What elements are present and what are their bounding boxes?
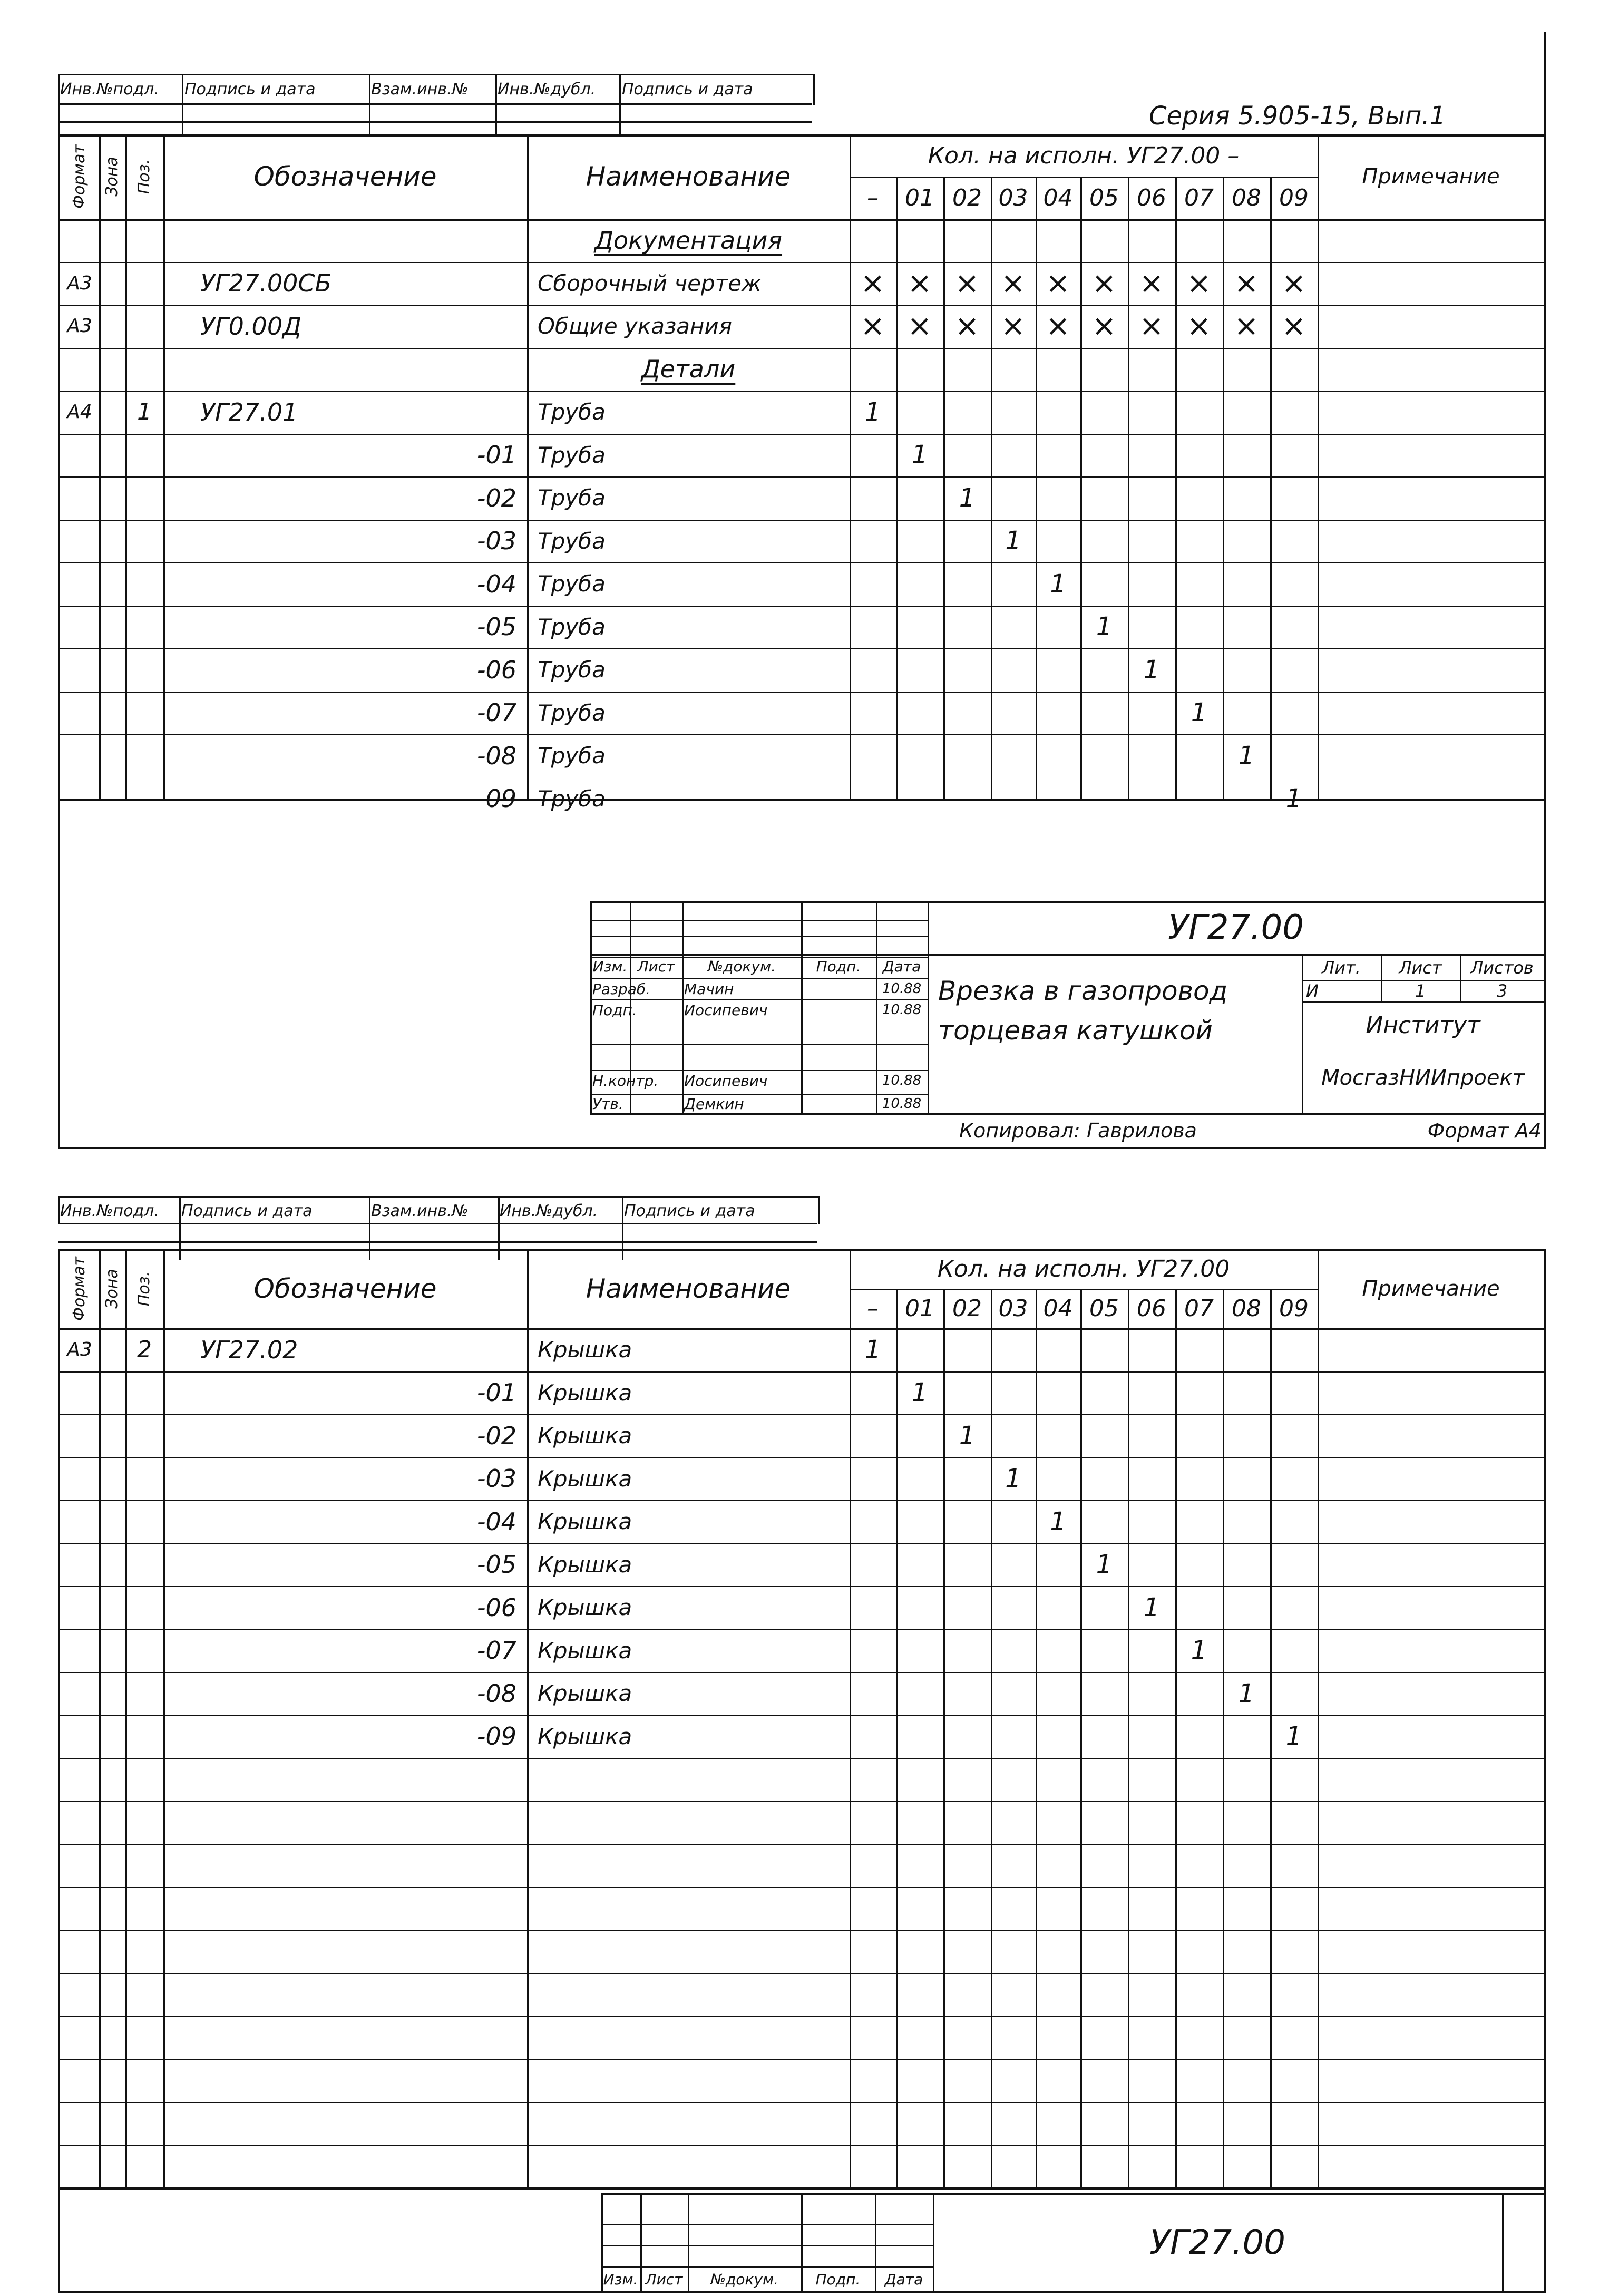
row-designation: УГ27.01 [200,397,298,426]
stamp2-col-3: Взам.инв.№ [371,1201,469,1220]
variant-header-9: 09 [1279,184,1309,211]
grid-line [99,134,101,801]
qty-mark: 1 [864,1335,881,1365]
variant-header-3: 03 [998,1295,1028,1322]
row-designation: УГ27.00СБ [200,269,332,298]
qty-mark: 1 [864,397,881,427]
row-pos: 1 [137,398,152,426]
qty-mark: 1 [1050,569,1066,599]
variant-header-0: – [867,184,879,211]
sig-role: Разраб. [592,980,651,998]
row-name: Крышка [538,1594,632,1621]
row-name: Общие указания [538,313,733,339]
row-name: Крышка [538,1423,632,1449]
row-name: Крышка [538,1379,632,1406]
variant-header-2: 02 [952,1295,982,1322]
row-designation: -08 [476,1679,516,1708]
row-name: Крышка [538,1465,632,1492]
grid-line [527,1249,529,2187]
series-header: Серия 5.905-15, Вып.1 [1149,101,1446,131]
grid-line [801,901,803,1115]
row-designation: -01 [476,1378,516,1407]
stamp2-col-5: Подпись и дата [624,1201,755,1220]
grid-line [60,2059,1544,2060]
x-mark: × [1281,266,1306,300]
grid-line [60,1758,1544,1759]
section-heading: Документация [594,226,783,255]
title-line-1: Врезка в газопровод [938,976,1228,1006]
qty-mark: 1 [911,1378,928,1408]
x-mark: × [954,266,980,300]
variant-header-4: 04 [1043,1295,1073,1322]
variant-header-1: 01 [905,184,934,211]
grid-line [60,2102,1544,2103]
row-name: Труба [538,571,606,597]
header-format: Формат [70,1257,89,1321]
header-qty-group: Кол. на исполн. УГ27.00 [937,1256,1230,1282]
x-mark: × [1281,309,1306,344]
x-mark: × [1186,266,1212,300]
row-name: Труба [538,699,606,726]
sig-header: Изм. [603,2270,638,2288]
grid-line [1175,1289,1177,2187]
row-name: Труба [538,743,606,769]
grid-line [991,1289,992,2187]
header-note: Примечание [1362,1277,1500,1301]
row-designation: -03 [476,1464,516,1493]
x-mark: × [1046,266,1070,300]
grid-line [60,2016,1544,2017]
header-zone: Зона [103,1269,121,1309]
sheets-label: Листов [1470,958,1534,978]
qty-mark: 1 [1191,698,1207,728]
row-designation: -06 [476,1593,516,1622]
sig-header: Лист [645,2270,683,2288]
grid-line [896,1289,898,2187]
x-mark: × [907,309,932,344]
header-pos: Поз. [135,1271,153,1307]
institute-line-1: Институт [1366,1011,1480,1039]
variant-header-2: 02 [952,184,982,211]
x-mark: × [954,309,980,344]
header-qty-group: Кол. на исполн. УГ27.00 – [928,142,1240,169]
qty-mark: 1 [959,1421,976,1451]
doc-number: УГ27.00 [1168,908,1304,947]
variant-header-1: 01 [905,1295,934,1322]
variant-header-4: 04 [1043,184,1073,211]
row-name: Крышка [538,1337,632,1363]
grid-line [60,1973,1544,1974]
variant-header-3: 03 [998,184,1028,211]
row-name: Крышка [538,1680,632,1707]
row-name: Труба [538,528,606,554]
grid-line [125,1249,127,2187]
header-name: Наименование [586,1273,791,1304]
stamp2-col-4: Инв.№дубл. [500,1201,598,1220]
sig-role: Подп. [592,1001,637,1019]
grid-line [1223,1289,1224,2187]
grid-line [60,1801,1544,1802]
sheet-value: 1 [1415,981,1426,1001]
sig-date: 10.88 [882,1073,922,1088]
row-format: А3 [67,1339,92,1361]
qty-mark: 1 [1143,655,1160,685]
row-name: Крышка [538,1637,632,1663]
sig-date: 10.88 [882,1096,922,1112]
qty-mark: 1 [911,440,928,470]
qty-mark: 1 [1096,1550,1113,1580]
header-note: Примечание [1362,164,1500,189]
row-name: Крышка [538,1723,632,1749]
x-mark: × [1234,266,1259,300]
row-designation: -02 [476,483,516,512]
grid-line [601,2224,933,2225]
stamp-col-4: Инв.№дубл. [498,80,596,99]
stamp2-col-1: Инв.№подл. [60,1201,159,1220]
row-name: Крышка [538,1551,632,1578]
grid-line [590,920,928,921]
sig-header: Лист [637,957,675,975]
row-designation: -08 [476,741,516,770]
grid-line [590,1044,928,1045]
header-pos: Поз. [135,159,153,194]
grid-line [1302,1001,1544,1003]
grid-line [850,1249,851,2187]
row-name: Труба [538,399,606,425]
row-designation: -04 [476,1507,516,1536]
x-mark: × [1001,309,1026,344]
grid-line [163,134,165,801]
qty-mark: 1 [1005,526,1021,556]
copied-by: Копировал: Гаврилова [959,1119,1197,1142]
doc-number-2: УГ27.00 [1149,2223,1285,2262]
row-pos: 2 [137,1336,152,1364]
sig-name: Иосипевич [684,1001,768,1019]
x-mark: × [1234,309,1259,344]
variant-header-6: 06 [1137,1295,1166,1322]
sheet-label: Лист [1399,958,1442,978]
stamp2-col-2: Подпись и дата [181,1201,313,1220]
row-format: А3 [67,315,92,337]
variant-header-6: 06 [1137,184,1166,211]
sig-name: Мачин [684,980,734,998]
variant-header-7: 07 [1184,1295,1214,1322]
row-designation: -07 [476,1636,516,1665]
row-designation: -09 [476,1722,516,1751]
grid-line [1080,1289,1082,2187]
institute-line-2: МосгазНИИпроект [1321,1066,1525,1090]
grid-line [601,2245,933,2246]
x-mark: × [1091,266,1117,300]
qty-mark: 1 [1050,1506,1066,1536]
x-mark: × [1139,309,1164,344]
sig-header: Изм. [592,957,628,975]
variant-header-5: 05 [1089,184,1119,211]
lit-value: И [1306,981,1319,1001]
header-designation: Обозначение [253,1273,437,1304]
row-designation: -04 [476,569,516,598]
x-mark: × [1186,309,1212,344]
row-name: Труба [538,657,606,683]
variant-header-8: 08 [1232,184,1261,211]
row-name: Труба [538,614,606,640]
x-mark: × [860,309,885,344]
row-designation: -09 [476,784,516,813]
sig-role: Н.контр. [592,1072,659,1089]
grid-line [60,1930,1544,1931]
variant-header-5: 05 [1089,1295,1119,1322]
x-mark: × [1091,309,1117,344]
section-heading: Детали [641,355,736,384]
grid-line [1502,2193,1504,2293]
x-mark: × [1046,309,1070,344]
qty-mark: 1 [1238,741,1255,771]
grid-line [60,2145,1544,2146]
header-name: Наименование [586,161,791,192]
sig-date: 10.88 [882,1002,922,1018]
qty-mark: 1 [1238,1678,1255,1708]
grid-line [1318,1249,1319,2187]
sig-header: Дата [884,2270,923,2288]
grid-line [163,1249,165,2187]
sheet-1 [0,0,1609,1144]
sheets-value: 3 [1496,981,1508,1001]
x-mark: × [1139,266,1164,300]
row-designation: -01 [476,441,516,470]
row-designation: УГ0.00Д [200,312,302,340]
header-format: Формат [70,144,89,209]
row-name: Труба [538,442,606,468]
variant-header-8: 08 [1232,1295,1261,1322]
lit-label: Лит. [1322,958,1361,978]
qty-mark: 1 [959,483,976,513]
format-label: Формат А4 [1427,1119,1542,1142]
x-mark: × [860,266,885,300]
row-designation: -05 [476,612,516,641]
grid-line [850,134,851,801]
sig-date: 10.88 [882,981,922,997]
stamp-col-1: Инв.№подл. [60,80,159,99]
row-format: А4 [67,401,92,423]
x-mark: × [1001,266,1026,300]
qty-mark: 1 [1096,612,1113,642]
variant-header-7: 07 [1184,184,1214,211]
row-designation: -07 [476,698,516,727]
grid-line [125,134,127,801]
variant-header-0: – [867,1295,879,1322]
stamp-col-3: Взам.инв.№ [371,80,469,99]
row-designation: -06 [476,655,516,684]
row-format: А3 [67,272,92,294]
row-designation: -02 [476,1421,516,1450]
qty-mark: 1 [1005,1464,1021,1494]
row-name: Труба [538,785,606,812]
row-name: Сборочный чертеж [538,270,762,296]
sig-role: Утв. [592,1095,623,1113]
grid-line [590,936,928,937]
grid-line [60,2187,1544,2190]
grid-line [1128,1289,1129,2187]
grid-line [60,1887,1544,1888]
variant-header-9: 09 [1279,1295,1309,1322]
header-zone: Зона [103,157,121,197]
qty-mark: 1 [1285,1721,1302,1752]
qty-mark: 1 [1285,784,1302,814]
qty-mark: 1 [1191,1636,1207,1666]
grid-line [1036,1289,1037,2187]
grid-line [527,134,529,801]
sig-header: Подп. [815,2270,861,2288]
row-designation: -03 [476,527,516,556]
header-designation: Обозначение [253,161,437,192]
sig-name: Иосипевич [684,1072,768,1089]
row-designation: -05 [476,1550,516,1579]
qty-mark: 1 [1143,1592,1160,1622]
title-line-2: торцевая катушкой [938,1015,1213,1046]
row-name: Труба [538,485,606,511]
grid-line [1318,134,1319,801]
sig-header: №докум. [707,957,776,975]
row-name: Крышка [538,1509,632,1535]
sig-header: Дата [882,957,921,975]
sig-header: №докум. [710,2270,779,2288]
stamp-col-5: Подпись и дата [622,80,753,99]
sheet-2 [0,1160,1609,2296]
grid-line [99,1249,101,2187]
grid-line [60,1844,1544,1845]
stamp-col-2: Подпись и дата [184,80,316,99]
x-mark: × [907,266,932,300]
sig-header: Подп. [816,957,861,975]
row-designation: УГ27.02 [200,1335,298,1364]
sig-name: Демкин [684,1095,744,1113]
